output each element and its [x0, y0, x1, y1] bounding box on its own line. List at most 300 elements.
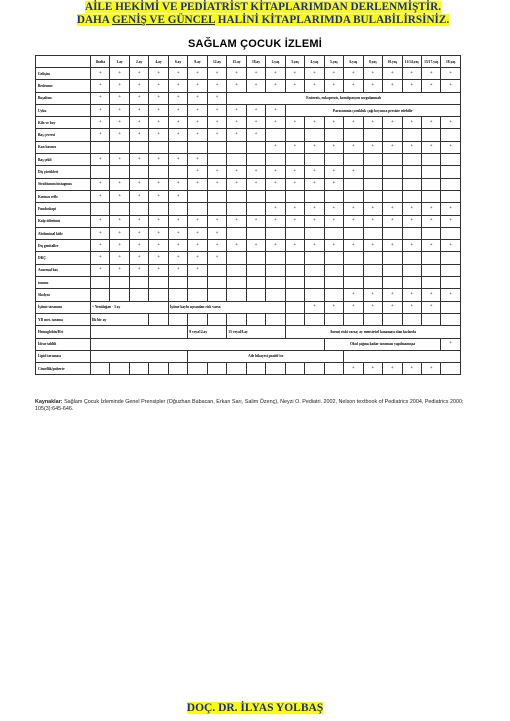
table-cell	[227, 227, 246, 239]
table-cell: +	[188, 178, 207, 190]
table-cell: +	[110, 154, 129, 166]
row-note: 9 veya12.ay	[188, 326, 227, 338]
table-cell: +	[227, 104, 246, 116]
row-label: Strabismus/nistagmus	[36, 178, 91, 190]
column-header: 18.ay	[246, 56, 265, 68]
table-cell: +	[441, 68, 461, 80]
table-cell	[285, 190, 304, 202]
table-cell: +	[207, 129, 226, 141]
table-cell	[129, 277, 148, 289]
table-cell	[421, 264, 440, 276]
table-cell	[246, 141, 265, 153]
table-cell: +	[227, 117, 246, 129]
table-cell: +	[129, 129, 148, 141]
table-cell: +	[305, 301, 324, 313]
table-cell	[324, 363, 343, 375]
table-cell: +	[421, 117, 440, 129]
banner-line-1-text: AİLE HEKİMİ VE PEDİATRİST KİTAPLARIMDAN DERLENMİŞTİR.	[85, 1, 441, 13]
table-cell	[344, 313, 363, 325]
table-cell	[227, 154, 246, 166]
table-cell	[441, 301, 461, 313]
table-cell	[363, 252, 382, 264]
table-cell: +	[363, 215, 382, 227]
table-cell	[110, 363, 129, 375]
row-note: Okul çağına kadar taraması yapılmamışsa	[324, 338, 441, 350]
table-cell: +	[91, 92, 110, 104]
table-cell	[246, 154, 265, 166]
table-cell	[305, 190, 324, 202]
table-cell	[383, 166, 402, 178]
table-cell	[285, 313, 304, 325]
table-cell: +	[363, 289, 382, 301]
table-cell	[402, 190, 421, 202]
table-cell: +	[285, 80, 304, 92]
column-header: 15.ay	[227, 56, 246, 68]
table-cell: +	[421, 289, 440, 301]
table-cell	[305, 252, 324, 264]
table-cell	[227, 141, 246, 153]
table-cell: +	[188, 104, 207, 116]
table-row	[36, 264, 461, 276]
table-cell	[441, 313, 461, 325]
table-cell: +	[266, 141, 285, 153]
table-row	[36, 338, 461, 350]
table-cell: +	[129, 104, 148, 116]
table-row	[36, 215, 461, 227]
table-cell: +	[110, 178, 129, 190]
column-header: 18.yaş	[441, 56, 461, 68]
table-cell	[207, 154, 226, 166]
table-cell	[421, 190, 440, 202]
table-cell: +	[305, 240, 324, 252]
row-note: 15 veya18.ay	[227, 326, 285, 338]
table-cell: +	[149, 154, 168, 166]
table-cell: +	[383, 240, 402, 252]
table-cell	[227, 277, 246, 289]
table-cell	[383, 313, 402, 325]
table-cell: +	[149, 117, 168, 129]
column-header: 2.ay	[129, 56, 148, 68]
table-cell: +	[149, 80, 168, 92]
table-cell: +	[305, 203, 324, 215]
table-cell: +	[266, 166, 285, 178]
banner-line-2a: DAHA	[76, 14, 112, 26]
table-cell: +	[207, 104, 226, 116]
table-cell	[383, 190, 402, 202]
table-cell	[421, 129, 440, 141]
table-cell	[168, 313, 187, 325]
table-cell: +	[441, 338, 461, 350]
table-cell: +	[246, 166, 265, 178]
table-cell: +	[383, 117, 402, 129]
table-cell	[441, 154, 461, 166]
table-cell: +	[207, 80, 226, 92]
table-cell	[188, 363, 207, 375]
table-cell	[285, 252, 304, 264]
table-cell: +	[110, 92, 129, 104]
table-cell	[207, 141, 226, 153]
table-row	[36, 178, 461, 190]
table-cell	[227, 264, 246, 276]
table-cell: +	[110, 80, 129, 92]
table-cell	[149, 203, 168, 215]
table-cell: +	[363, 363, 382, 375]
table-cell: +	[227, 166, 246, 178]
table-cell: +	[188, 129, 207, 141]
table-row	[36, 301, 461, 313]
table-cell	[305, 264, 324, 276]
table-cell: +	[305, 68, 324, 80]
table-cell: +	[421, 363, 440, 375]
table-cell: +	[188, 68, 207, 80]
table-cell	[207, 277, 226, 289]
banner-line-2-underlined: GENİŞ VE GÜNCEL	[111, 14, 215, 26]
table-cell	[441, 129, 461, 141]
table-cell	[266, 313, 285, 325]
column-header: 6.ay	[168, 56, 187, 68]
table-cell: +	[168, 240, 187, 252]
table-cell: +	[246, 80, 265, 92]
table-cell: +	[246, 117, 265, 129]
table-cell: +	[441, 80, 461, 92]
table-cell	[421, 154, 440, 166]
table-cell: +	[188, 117, 207, 129]
table-row	[36, 154, 461, 166]
table-cell: +	[149, 264, 168, 276]
table-cell	[383, 277, 402, 289]
table-cell	[91, 363, 110, 375]
header-banner	[58, 1, 468, 27]
table-cell	[305, 289, 324, 301]
table-cell	[188, 313, 207, 325]
table-cell: +	[207, 117, 226, 129]
table-cell	[402, 227, 421, 239]
table-row	[36, 203, 461, 215]
table-cell	[324, 252, 343, 264]
table-row	[36, 80, 461, 92]
table-cell	[91, 289, 110, 301]
table-cell: +	[246, 240, 265, 252]
table-cell: +	[285, 166, 304, 178]
table-cell	[246, 252, 265, 264]
row-label: Hemoglobin/Hct	[36, 326, 91, 338]
row-label: Uyku	[36, 104, 91, 116]
table-cell	[266, 363, 285, 375]
table-cell	[246, 203, 265, 215]
banner-line-2	[58, 14, 468, 27]
table-cell: +	[402, 141, 421, 153]
table-cell: +	[285, 117, 304, 129]
table-cell: +	[266, 117, 285, 129]
table-row	[36, 313, 461, 325]
table-cell	[266, 154, 285, 166]
table-cell: +	[363, 301, 382, 313]
page-title: SAĞLAM ÇOCUK İZLEMİ	[188, 38, 322, 50]
table-cell	[246, 190, 265, 202]
table-row	[36, 289, 461, 301]
table-cell	[421, 277, 440, 289]
table-row	[36, 117, 461, 129]
column-header: 8.yaş	[363, 56, 382, 68]
table-cell: +	[91, 252, 110, 264]
table-cell	[129, 363, 148, 375]
table-cell: +	[383, 203, 402, 215]
table-cell: +	[421, 68, 440, 80]
table-cell	[129, 289, 148, 301]
table-cell	[305, 227, 324, 239]
table-row	[36, 141, 461, 153]
table-cell: +	[149, 190, 168, 202]
table-cell: +	[246, 68, 265, 80]
table-cell: +	[149, 178, 168, 190]
table-cell: +	[344, 215, 363, 227]
table-cell: +	[149, 104, 168, 116]
table-cell: +	[149, 215, 168, 227]
table-cell	[402, 252, 421, 264]
table-cell	[168, 277, 187, 289]
table-cell	[246, 264, 265, 276]
table-cell	[91, 203, 110, 215]
table-cell: +	[188, 227, 207, 239]
table-cell: +	[344, 301, 363, 313]
table-cell	[383, 227, 402, 239]
row-label: İdrar tahlili	[36, 338, 91, 350]
table-row	[36, 68, 461, 80]
table-cell: +	[383, 301, 402, 313]
table-cell	[129, 203, 148, 215]
table-cell	[305, 154, 324, 166]
table-row	[36, 252, 461, 264]
table-cell	[441, 190, 461, 202]
table-cell: +	[188, 240, 207, 252]
table-cell: +	[149, 240, 168, 252]
table-cell: +	[168, 252, 187, 264]
table-cell: +	[266, 68, 285, 80]
table-cell: +	[129, 190, 148, 202]
table-cell	[285, 301, 304, 313]
table-cell	[344, 277, 363, 289]
table-cell	[266, 277, 285, 289]
row-note: Anemi riski varsa; ay menstrüel kanaması olan kızlarda	[285, 326, 460, 338]
table-cell: +	[207, 215, 226, 227]
table-cell	[421, 166, 440, 178]
table-cell: +	[363, 68, 382, 80]
table-cell: +	[110, 68, 129, 80]
table-cell: +	[324, 301, 343, 313]
table-cell	[383, 264, 402, 276]
table-row	[36, 240, 461, 252]
table-cell: +	[227, 215, 246, 227]
table-cell: +	[207, 252, 226, 264]
row-label: Anormal kas	[36, 264, 91, 276]
table-cell	[168, 141, 187, 153]
table-cell: +	[266, 178, 285, 190]
table-cell	[324, 264, 343, 276]
schedule-table	[35, 55, 461, 375]
table-cell: +	[441, 240, 461, 252]
table-cell: +	[149, 68, 168, 80]
table-cell	[441, 264, 461, 276]
table-cell	[246, 363, 265, 375]
table-cell: +	[91, 227, 110, 239]
table-cell: +	[421, 141, 440, 153]
table-cell: +	[344, 117, 363, 129]
table-cell: +	[441, 141, 461, 153]
table-cell	[441, 277, 461, 289]
table-cell: +	[363, 80, 382, 92]
table-cell	[402, 313, 421, 325]
table-cell: +	[324, 141, 343, 153]
column-header	[36, 56, 91, 68]
table-cell: +	[91, 264, 110, 276]
row-label: Kilo ve boy	[36, 117, 91, 129]
footer-author-text: DOÇ. DR. İLYAS YOLBAŞ	[186, 702, 324, 714]
table-cell	[188, 190, 207, 202]
table-cell	[129, 166, 148, 178]
table-cell: +	[344, 166, 363, 178]
table-cell: +	[110, 227, 129, 239]
table-cell: +	[129, 68, 148, 80]
table-cell	[285, 129, 304, 141]
table-cell	[344, 129, 363, 141]
table-cell: +	[421, 240, 440, 252]
row-label: Kırmızı refle	[36, 190, 91, 202]
row-label: YD met. tarama	[36, 313, 91, 325]
table-cell	[363, 227, 382, 239]
column-header: 15/17.yaş	[421, 56, 440, 68]
table-cell	[110, 277, 129, 289]
table-cell: +	[421, 80, 440, 92]
table-cell: +	[324, 68, 343, 80]
table-cell: +	[188, 252, 207, 264]
table-cell: +	[110, 264, 129, 276]
references	[35, 399, 465, 413]
table-cell: +	[402, 289, 421, 301]
column-header: 10.yaş	[383, 56, 402, 68]
table-cell	[383, 252, 402, 264]
table-cell: +	[305, 117, 324, 129]
table-cell	[363, 129, 382, 141]
table-cell: +	[207, 92, 226, 104]
table-cell: +	[227, 68, 246, 80]
table-cell: +	[402, 80, 421, 92]
table-cell: +	[168, 92, 187, 104]
table-cell: +	[129, 215, 148, 227]
row-label: Diş çürükleri	[36, 166, 91, 178]
row-label: Kalp üfürümü	[36, 215, 91, 227]
table-cell	[110, 166, 129, 178]
table-cell	[421, 313, 440, 325]
table-cell: +	[344, 80, 363, 92]
table-cell	[91, 141, 110, 153]
table-cell: +	[324, 178, 343, 190]
table-cell: +	[324, 117, 343, 129]
row-note: + Yenidoğan - 3 ay	[91, 301, 169, 313]
table-cell	[149, 363, 168, 375]
row-label: Gelişim	[36, 68, 91, 80]
table-cell: +	[421, 301, 440, 313]
table-cell	[285, 227, 304, 239]
table-cell	[402, 264, 421, 276]
table-cell: +	[383, 141, 402, 153]
table-cell	[363, 190, 382, 202]
row-label: Abdominal kitle	[36, 227, 91, 239]
table-cell: +	[441, 215, 461, 227]
table-cell	[266, 227, 285, 239]
table-cell	[402, 154, 421, 166]
table-cell: +	[363, 117, 382, 129]
table-cell: +	[168, 215, 187, 227]
table-cell: +	[227, 178, 246, 190]
table-cell: +	[305, 215, 324, 227]
row-label: Dış genitaller	[36, 240, 91, 252]
table-cell	[227, 203, 246, 215]
table-row	[36, 190, 461, 202]
table-cell: +	[188, 264, 207, 276]
table-cell	[207, 363, 226, 375]
table-cell	[363, 166, 382, 178]
row-label: Baş çevresi	[36, 129, 91, 141]
table-cell: +	[363, 203, 382, 215]
table-cell	[266, 129, 285, 141]
table-cell: +	[188, 92, 207, 104]
table-cell	[149, 166, 168, 178]
banner-line-2b: HALİNİ KİTAPLARIMDA BULABİLİRSİNİZ.	[214, 14, 450, 26]
table-cell: +	[129, 92, 148, 104]
table-cell	[207, 264, 226, 276]
table-cell	[344, 252, 363, 264]
column-header: 3.yaş	[285, 56, 304, 68]
table-cell: +	[441, 117, 461, 129]
table-cell: +	[383, 289, 402, 301]
table-cell: +	[207, 68, 226, 80]
table-cell: +	[344, 68, 363, 80]
table-cell: +	[324, 203, 343, 215]
table-cell	[344, 264, 363, 276]
table-cell	[246, 313, 265, 325]
column-header: 1.ay	[110, 56, 129, 68]
references-text: Sağlam Çocuk İzleminde Genel Prensipler (Oğuzhan Babacan, Erkan Sarı, Salim Özenç), Neyzi O. Pediatri. 2002, Nelson textbook of Pediatrics 2004, Pediatrics 2000; 105(3):645-646.	[35, 399, 464, 412]
table-cell: +	[266, 80, 285, 92]
table-cell: +	[305, 178, 324, 190]
table-cell: +	[168, 178, 187, 190]
table-cell	[383, 154, 402, 166]
table-cell	[402, 178, 421, 190]
table-cell: +	[129, 117, 148, 129]
table-cell	[91, 338, 325, 350]
table-cell	[168, 363, 187, 375]
table-cell: +	[402, 363, 421, 375]
table-cell: +	[227, 240, 246, 252]
table-cell	[402, 129, 421, 141]
table-row	[36, 227, 461, 239]
table-cell: +	[285, 68, 304, 80]
table-cell: +	[246, 178, 265, 190]
table-cell: +	[383, 68, 402, 80]
table-cell	[285, 264, 304, 276]
table-cell	[110, 141, 129, 153]
table-cell	[441, 363, 461, 375]
table-cell	[188, 289, 207, 301]
table-cell: +	[168, 68, 187, 80]
table-cell	[188, 277, 207, 289]
table-cell	[383, 178, 402, 190]
table-cell: +	[285, 215, 304, 227]
table-cell	[363, 313, 382, 325]
table-cell	[305, 313, 324, 325]
table-cell: +	[91, 154, 110, 166]
table-cell: +	[344, 141, 363, 153]
